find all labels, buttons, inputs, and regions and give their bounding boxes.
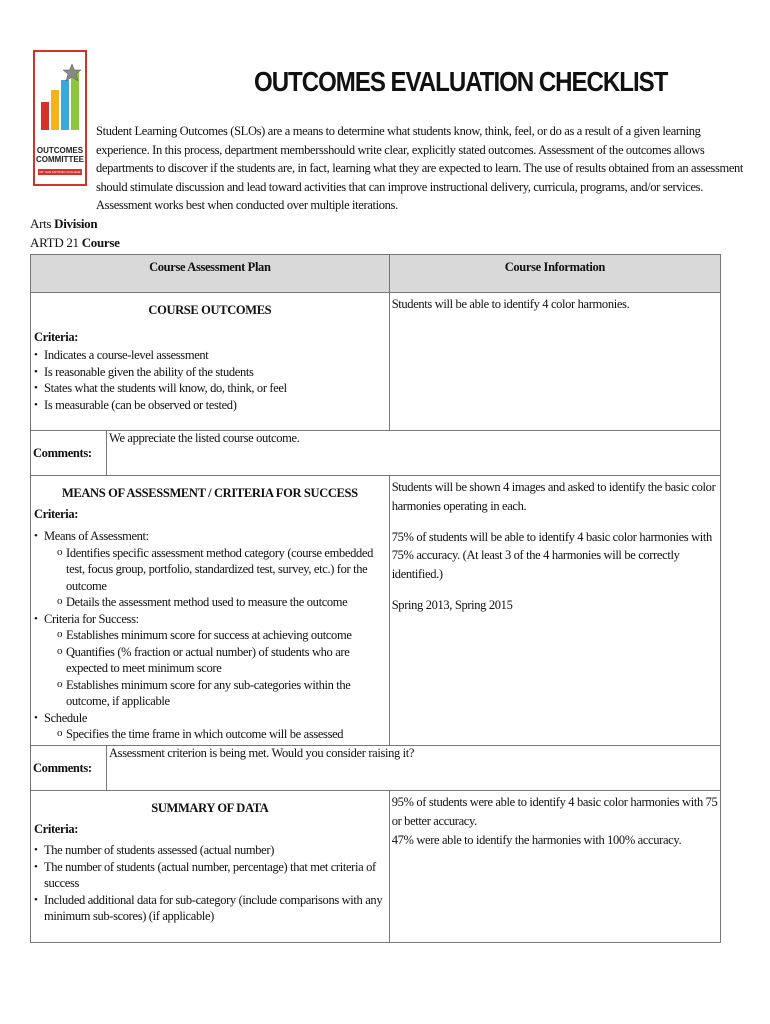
list-item: • The number of students assessed (actual number) (44, 842, 389, 859)
list-item: o Quantifies (% fraction or actual number) of students who are expected to meet minimum score (66, 644, 389, 677)
intro-paragraph: Student Learning Outcomes (SLOs) are a means to determine what students know, think, feel, or do as a result of a given learning experience. In this process, department membersshould write clear, explicitly stated outcomes. Assessment of the outcomes allows departments to discover if the students are, in fact, learning what they are expected to learn. The use of results obtained from an assessment should stimulate discussion and lead toward activities that can improve instructional delivery, curricula, programs, and/or services. (96, 124, 744, 194)
list-item: • Means of Assessment: o Identifies specific assessment method category (course embedded test, focus group, portfolio, standardized test, survey, etc.) for the outcome o Details the assessment method used to measure the outcome (44, 528, 389, 611)
comments-label: Comments: (31, 746, 107, 791)
summary-info-result-2: 47% were able to identify the harmonies with 100% accuracy. (391, 832, 682, 847)
course-outcomes-criteria-label: Criteria: (34, 330, 79, 344)
list-item: • The number of students (actual number, percentage) that met criteria of success (44, 859, 389, 892)
summary-of-data-info (389, 791, 720, 943)
division-line (30, 216, 97, 232)
schedule-sub-list (44, 726, 389, 743)
course-outcomes-title: COURSE OUTCOMES (148, 303, 272, 317)
summary-of-data-title: SUMMARY OF DATA (151, 801, 269, 815)
assessment-info-schedule: Spring 2013, Spring 2015 (391, 597, 513, 612)
header-course-assessment-plan: Course Assessment Plan (31, 255, 390, 293)
means-comments-row (31, 746, 721, 791)
table-header-row (31, 255, 721, 293)
means-of-assessment-title: MEANS OF ASSESSMENT / CRITERIA FOR SUCCESS (61, 486, 358, 500)
division-label: Division (54, 216, 98, 231)
assessment-info-criteria: 75% of students will be able to identify 4 basic color harmonies with 75% accuracy. (At least 3 of the 4 harmonies will be correctly identified.) (391, 529, 712, 582)
means-criteria-list (31, 528, 389, 743)
intro-text (96, 122, 756, 215)
list-item: • Criteria for Success: o Establishes minimum score for success at achieving outcome o Quantifies (% fraction or actual number) of students who are expected to meet minimum score o Establishes minimum score for any sub-categories within the outcome, if applicable (44, 611, 389, 710)
list-item: o Establishes minimum score for any sub-categories within the outcome, if applicable (66, 677, 389, 710)
assessment-info-method: Students will be shown 4 images and asked to identify the basic color harmonies operating in each. (391, 480, 716, 513)
list-item: o Specifies the time frame in which outcome will be assessed (66, 726, 389, 743)
means-of-assessment-row (31, 476, 721, 746)
course-value: ARTD 21 (30, 235, 79, 250)
means-of-assessment-cell (31, 476, 390, 746)
summary-of-data-row (31, 791, 721, 943)
division-value: Arts (30, 216, 52, 231)
summary-criteria-list (31, 842, 389, 925)
list-item: o Identifies specific assessment method category (course embedded test, focus group, portfolio, standardized test, survey, etc.) for the outcome (66, 545, 389, 595)
list-item: o Details the assessment method used to measure the outcome (66, 594, 389, 611)
list-item: • States what the students will know, do, think, or feel (44, 380, 389, 397)
means-comments: Assessment criterion is being met. Would you consider raising it? (107, 746, 721, 791)
success-sub-list (44, 627, 389, 710)
course-outcomes-comments: We appreciate the listed course outcome. (107, 431, 721, 476)
outcomes-committee-logo (33, 50, 87, 186)
summary-info-result-1: 95% of students were able to identify 4 basic color harmonies with 75 or better accuracy. (391, 795, 718, 828)
means-criteria-label: Criteria: (34, 507, 79, 521)
comments-label: Comments: (31, 431, 107, 476)
summary-criteria-label: Criteria: (34, 822, 79, 836)
course-outcomes-cell (31, 293, 390, 431)
list-item: • Schedule o Specifies the time frame in which outcome will be assessed (44, 710, 389, 743)
course-line (30, 235, 120, 251)
header-course-information: Course Information (389, 255, 720, 293)
means-sub-list (44, 545, 389, 611)
list-item: • Indicates a course-level assessment (44, 347, 389, 364)
course-label: Course (81, 235, 120, 250)
course-outcomes-row (31, 293, 721, 431)
logo-name: OUTCOMES COMMITTEE (36, 146, 84, 164)
course-outcomes-info: Students will be able to identify 4 color harmonies. (389, 293, 720, 431)
list-item: • Is reasonable given the ability of the students (44, 364, 389, 381)
summary-of-data-cell (31, 791, 390, 943)
list-item: • Included additional data for sub-category (include comparisons with any minimum sub-scores) (if applicable) (44, 892, 389, 925)
logo-subtitle: MT. SAN ANTONIO COLLEGE (39, 170, 81, 174)
list-item: • Is measurable (can be observed or tested) (44, 397, 389, 414)
course-outcomes-comments-row (31, 431, 721, 476)
intro-note: Assessment works best when conducted over multiple iterations. (96, 198, 398, 213)
assessment-plan-table (30, 254, 721, 943)
bar-chart-icon (39, 64, 83, 130)
list-item: o Establishes minimum score for success at achieving outcome (66, 627, 389, 644)
page-title: OUTCOMES EVALUATION CHECKLIST (254, 66, 668, 97)
course-outcomes-criteria-list (31, 347, 389, 413)
means-of-assessment-info (389, 476, 720, 746)
